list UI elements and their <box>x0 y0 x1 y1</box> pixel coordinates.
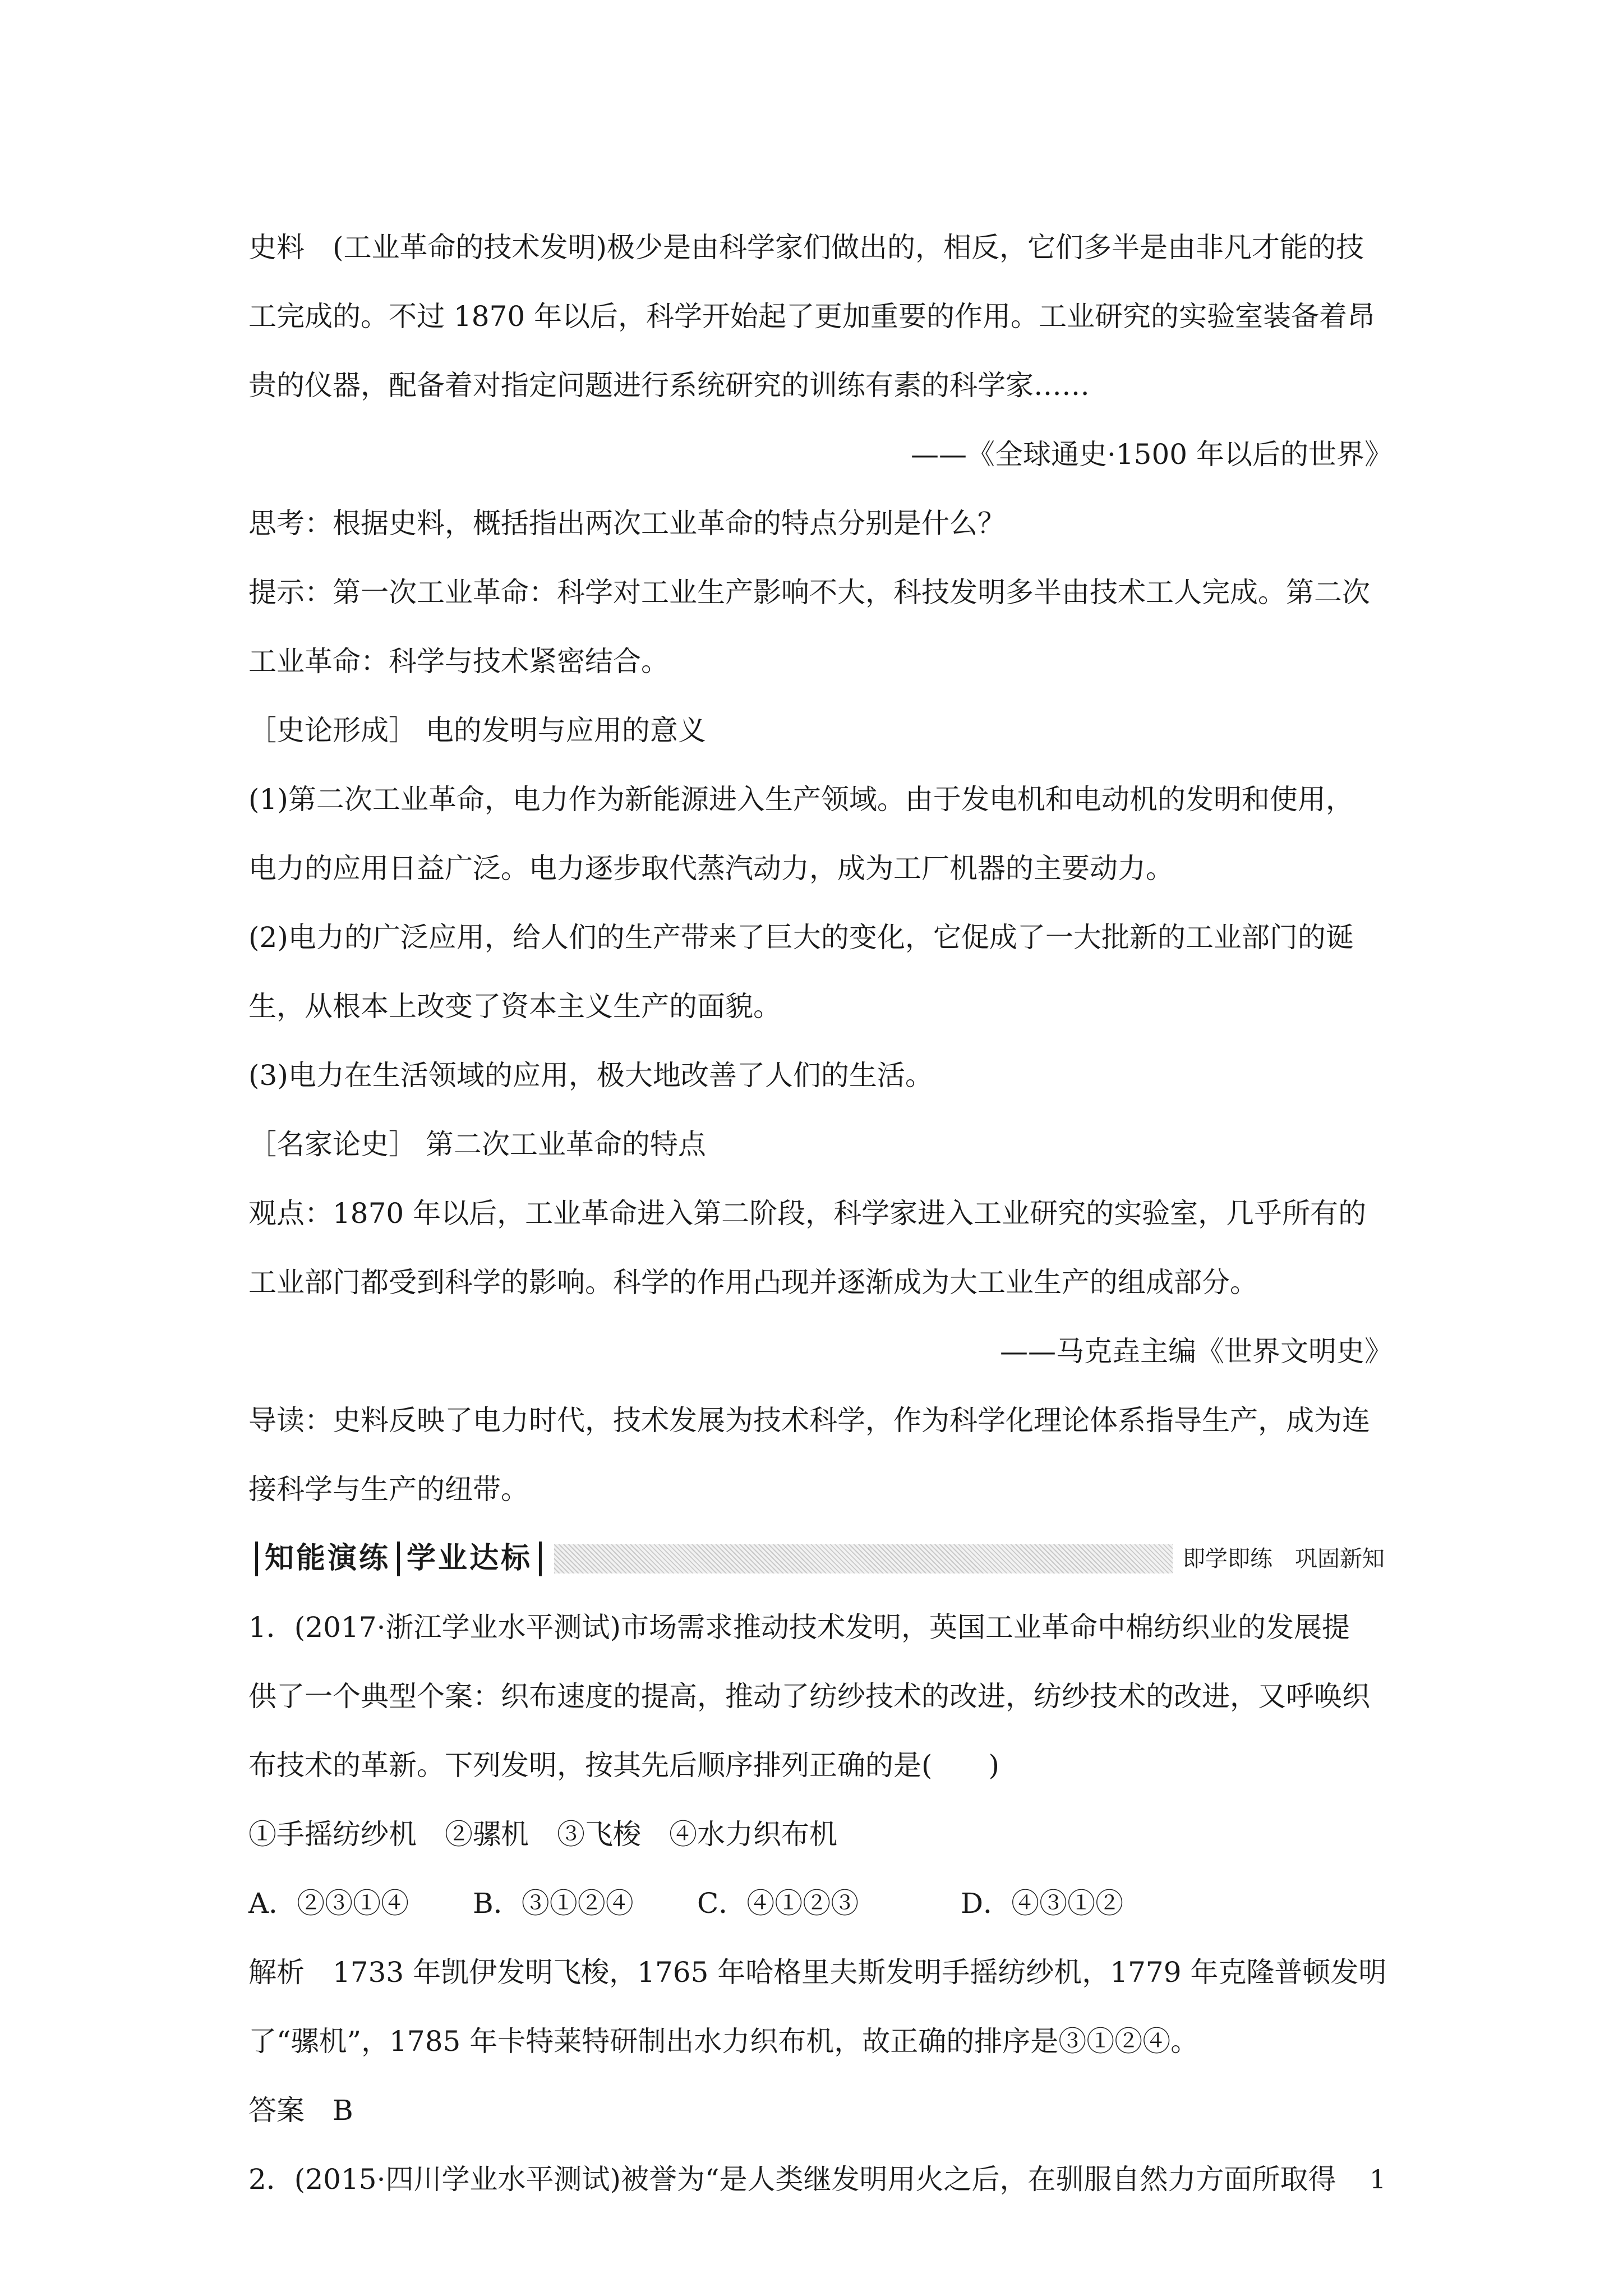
shilun-section <box>248 696 1393 1110</box>
banner-title-part2: 学业达标 <box>407 1542 533 1575</box>
mingjia-source: ——马克垚主编《世界文明史》 <box>1000 1335 1393 1368</box>
passage-line: 史料 (工业革命的技术发明)极少是由科学家们做出的，相反，它们多半是由非凡才能的技 <box>248 231 1364 264</box>
banner-tag: 即学即练 巩固新知 <box>1173 1544 1393 1573</box>
option-d: D．④③①② <box>961 1887 1124 1920</box>
guide-line: 接科学与生产的纽带。 <box>248 1473 529 1506</box>
banner-divider <box>397 1542 400 1576</box>
hint-line: 提示：第一次工业革命：科学对工业生产影响不大，科技发明多半由技术工人完成。第二次 <box>248 576 1370 609</box>
question-2 <box>248 2145 1393 2214</box>
passage-line: 贵的仪器，配备着对指定问题进行系统研究的训练有素的科学家…… <box>248 369 1090 402</box>
question-stem-line: 2．(2015·四川学业水平测试)被誉为“是人类继发明用火之后，在驯服自然力方面所取得 <box>248 2163 1336 2196</box>
shilun-line: (1)第二次工业革命，电力作为新能源进入生产领域。由于发电机和电动机的发明和使用， <box>248 783 1354 816</box>
mingjia-heading: ［名家论史］ 第二次工业革命的特点 <box>248 1128 706 1161</box>
answer-options <box>248 1869 1393 1938</box>
shilun-heading: ［史论形成］ 电的发明与应用的意义 <box>248 714 706 747</box>
banner-title-part1: 知能演练 <box>265 1542 391 1575</box>
question-stem-line: 布技术的革新。下列发明，按其先后顺序排列正确的是( ) <box>248 1749 1000 1782</box>
passage-source: ——《全球通史·1500 年以后的世界》 <box>910 438 1393 471</box>
section-banner <box>248 1524 1393 1593</box>
page-content <box>248 213 1393 2214</box>
banner-pattern-strip <box>554 1544 1393 1573</box>
answer-line: 答案 B <box>248 2094 353 2127</box>
think-question: 思考：根据史料，概括指出两次工业革命的特点分别是什么？ <box>248 507 1006 540</box>
question-items: ①手摇纺纱机 ②骡机 ③飞梭 ④水力织布机 <box>248 1818 837 1851</box>
banner-divider <box>255 1542 258 1576</box>
passage-line: 工完成的。不过 1870 年以后，科学开始起了更加重要的作用。工业研究的实验室装备着昂 <box>248 300 1376 333</box>
shilun-line: (3)电力在生活领域的应用，极大地改善了人们的生活。 <box>248 1059 933 1092</box>
hint-line: 工业革命：科学与技术紧密结合。 <box>248 645 669 678</box>
shilun-line: (2)电力的广泛应用，给人们的生产带来了巨大的变化，它促成了一大批新的工业部门的诞 <box>248 921 1354 954</box>
guide-line: 导读：史料反映了电力时代，技术发展为技术科学，作为科学化理论体系指导生产，成为连 <box>248 1404 1370 1437</box>
shilun-line: 生，从根本上改变了资本主义生产的面貌。 <box>248 990 781 1023</box>
banner-divider <box>539 1542 542 1576</box>
historical-passage <box>248 213 1393 489</box>
option-c: C．④①②③ <box>697 1887 859 1920</box>
page-number: 1 <box>1370 2164 1386 2194</box>
analysis-line: 了“骡机”，1785 年卡特莱特研制出水力织布机，故正确的排序是③①②④。 <box>248 2025 1199 2058</box>
question-stem-line: 1．(2017·浙江学业水平测试)市场需求推动技术发明，英国工业革命中棉纺织业的发展提 <box>248 1611 1350 1644</box>
shilun-line: 电力的应用日益广泛。电力逐步取代蒸汽动力，成为工厂机器的主要动力。 <box>248 852 1174 885</box>
option-a: A．②③①④ <box>248 1887 409 1920</box>
question-stem-line: 供了一个典型个案：织布速度的提高，推动了纺纱技术的改进，纺纱技术的改进，又呼唤织 <box>248 1680 1370 1713</box>
think-section <box>248 489 1393 696</box>
mingjia-section <box>248 1110 1393 1524</box>
view-line: 工业部门都受到科学的影响。科学的作用凸现并逐渐成为大工业生产的组成部分。 <box>248 1266 1258 1299</box>
option-b: B．③①②④ <box>473 1887 634 1920</box>
banner-title <box>248 1524 548 1593</box>
view-line: 观点：1870 年以后，工业革命进入第二阶段，科学家进入工业研究的实验室，几乎所有的 <box>248 1197 1367 1230</box>
question-1 <box>248 1593 1393 2145</box>
analysis-line: 解析 1733 年凯伊发明飞梭，1765 年哈格里夫斯发明手摇纺纱机，1779 年克隆普顿发明 <box>248 1956 1387 1989</box>
